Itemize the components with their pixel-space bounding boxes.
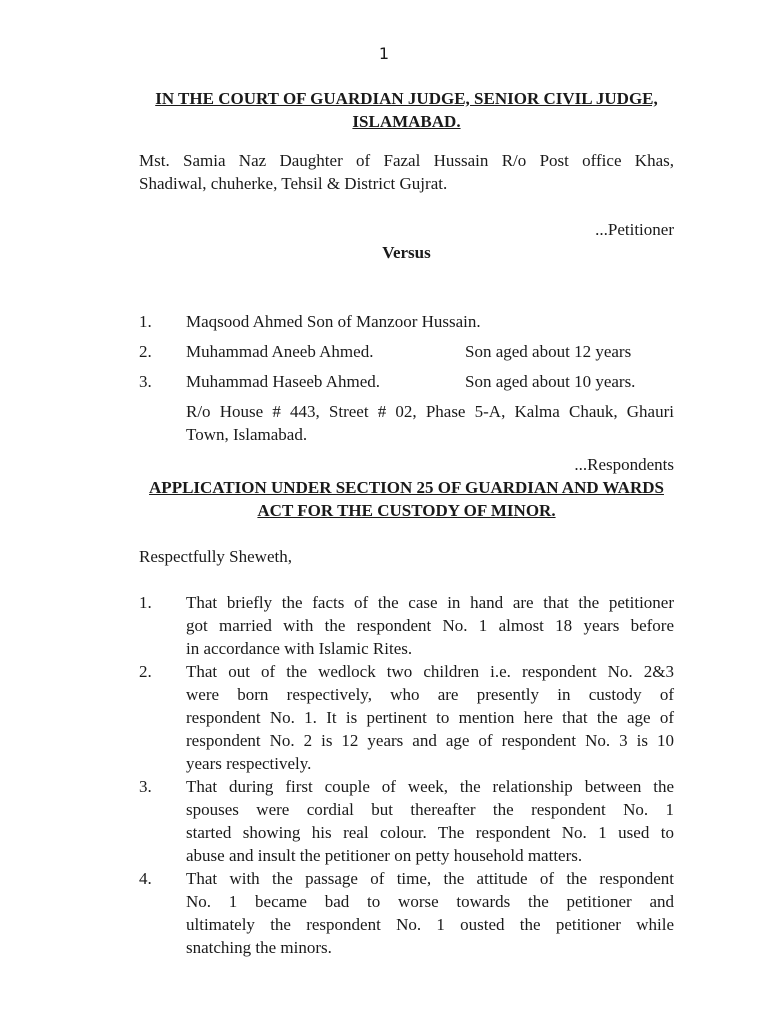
court-heading-line: ISLAMABAD. — [352, 112, 461, 131]
respondent-name: Maqsood Ahmed Son of Manzoor Hussain. — [186, 312, 481, 331]
numbered-paragraph — [139, 591, 674, 660]
paragraph-text — [186, 775, 674, 867]
paragraph-line: years respectively. — [186, 754, 312, 773]
salutation: Respectfully Sheweth, — [139, 547, 292, 566]
numbered-paragraph — [139, 775, 674, 867]
respondent-name: Muhammad Haseeb Ahmed. — [186, 372, 381, 391]
versus-label: Versus — [382, 243, 431, 262]
address-line: Town, Islamabad. — [186, 425, 308, 444]
paragraph-number: 1. — [139, 593, 152, 612]
petitioner-details-line: Mst. Samia Naz Daughter of Fazal Hussain R/o Post office Khas, — [139, 151, 674, 170]
respondent-number: 1. — [139, 312, 152, 331]
application-heading-line: ACT FOR THE CUSTODY OF MINOR. — [257, 501, 556, 520]
court-heading-line: IN THE COURT OF GUARDIAN JUDGE, SENIOR CIVIL JUDGE, — [155, 89, 658, 108]
address-line: R/o House # 443, Street # 02, Phase 5-A, Kalma Chauk, Ghauri — [186, 402, 674, 421]
paragraph-line: respondent No. 1. It is pertinent to mention here that the age of — [186, 708, 674, 727]
respondent-number: 3. — [139, 372, 152, 391]
respondent-name: Muhammad Aneeb Ahmed. — [186, 342, 374, 361]
page-number: 1 — [378, 44, 390, 63]
respondent-item — [139, 310, 674, 333]
paragraph-line: No. 1 became bad to worse towards the petitioner and — [186, 892, 674, 911]
respondent-number: 2. — [139, 342, 152, 361]
paragraph-line: That briefly the facts of the case in hand are that the petitioner — [186, 593, 674, 612]
court-heading — [139, 87, 674, 133]
paragraph-line: spouses were cordial but thereafter the respondent No. 1 — [186, 800, 674, 819]
numbered-paragraph — [139, 660, 674, 775]
petitioner-details-line: Shadiwal, chuherke, Tehsil & District Gujrat. — [139, 174, 448, 193]
paragraph-line: snatching the minors. — [186, 938, 332, 957]
respondent-address — [139, 400, 674, 446]
application-heading — [139, 476, 674, 522]
paragraph-line: That with the passage of time, the attitude of the respondent — [186, 869, 674, 888]
respondent-item — [139, 370, 674, 393]
paragraph-line: got married with the respondent No. 1 almost 18 years before — [186, 616, 674, 635]
respondent-note: Son aged about 12 years — [465, 342, 632, 361]
petitioner-label: ...Petitioner — [595, 220, 674, 239]
application-heading-line: APPLICATION UNDER SECTION 25 OF GUARDIAN AND WARDS — [149, 478, 664, 497]
paragraph-text — [186, 591, 674, 660]
paragraph-line: That out of the wedlock two children i.e. respondent No. 2&3 — [186, 662, 674, 681]
respondent-item — [139, 340, 674, 363]
paragraph-number: 2. — [139, 662, 152, 681]
paragraph-line: were born respectively, who are presently in custody of — [186, 685, 674, 704]
paragraph-line: That during first couple of week, the relationship between the — [186, 777, 674, 796]
respondents-label: ...Respondents — [574, 455, 674, 474]
paragraph-text — [186, 660, 674, 775]
paragraph-text — [186, 867, 674, 959]
paragraph-number: 3. — [139, 777, 152, 796]
paragraph-line: in accordance with Islamic Rites. — [186, 639, 413, 658]
paragraph-line: abuse and insult the petitioner on petty household matters. — [186, 846, 583, 865]
paragraph-number: 4. — [139, 869, 152, 888]
petitioner-details — [139, 149, 674, 195]
paragraph-line: ultimately the respondent No. 1 ousted the petitioner while — [186, 915, 674, 934]
respondent-note: Son aged about 10 years. — [465, 372, 636, 391]
paragraph-line: started showing his real colour. The respondent No. 1 used to — [186, 823, 674, 842]
numbered-paragraph — [139, 867, 674, 959]
paragraph-line: respondent No. 2 is 12 years and age of respondent No. 3 is 10 — [186, 731, 674, 750]
